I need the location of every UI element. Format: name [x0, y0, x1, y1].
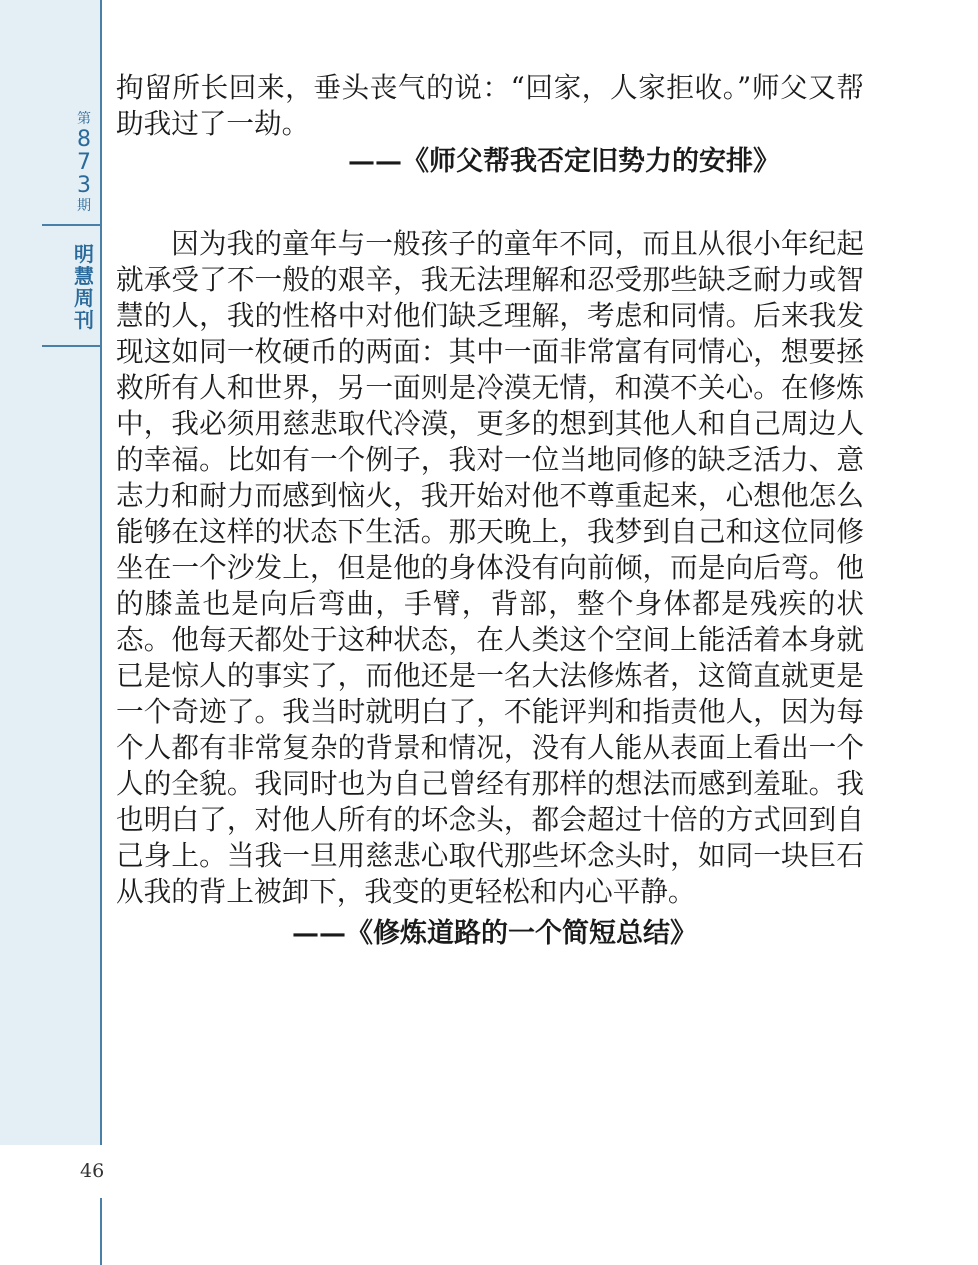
publication-name — [60, 243, 108, 331]
issue-suffix: 期 — [77, 198, 91, 214]
issue-prefix: 第 — [77, 111, 91, 127]
brand-rule — [42, 345, 102, 347]
brand-char: 明 — [74, 242, 94, 266]
page-number: 46 — [80, 1160, 105, 1182]
sidebar-divider-bottom — [100, 1198, 102, 1265]
issue-digit: 3 — [77, 173, 91, 198]
issue-rule — [42, 224, 102, 226]
issue-digit: 7 — [77, 150, 91, 175]
paragraph-gap — [116, 180, 864, 226]
issue-number — [60, 110, 108, 215]
brand-char: 慧 — [74, 264, 94, 288]
brand-char: 刊 — [74, 308, 94, 332]
brand-char: 周 — [74, 286, 94, 310]
paragraph: 因为我的童年与一般孩子的童年不同，而且从很小年纪起就承受了不一般的艰辛，我无法理解和忍受那些缺乏耐力或智慧的人，我的性格中对他们缺乏理解，考虑和同情。后来我发现这如同一枚硬币的两面：其中一面非常富有同情心，想要拯救所有人和世界，另一面则是冷漠无情，和漠不关心。在修炼中，我必须用慈悲取代冷漠，更多的想到其他人和自己周边人的幸福。比如有一个例子，我对一位当地同修的缺乏活力、意志力和耐力而感到恼火，我开始对他不尊重起来，心想他怎么能够在这样的状态下生活。那天晚上，我梦到自己和这位同修坐在一个沙发上，但是他的身体没有向前倾，而是向后弯。他的膝盖也是向后弯曲，手臂，背部，整个身体都是残疾的状态。他每天都处于这种状态，在人类这个空间上能活着本身就已是惊人的事实了，而他还是一名大法修炼者，这简直就更是一个奇迹了。我当时就明白了，不能评判和指责他人，因为每个人都有非常复杂的背景和情况，没有人能从表面上看出一个人的全貌。我同时也为自己曾经有那样的想法而感到羞耻。我也明白了，对他人所有的坏念头，都会超过十倍的方式回到自己身上。当我一旦用慈悲心取代那些坏念头时，如同一块巨石从我的背上被卸下，我变的更轻松和内心平静。 — [116, 227, 864, 908]
article-body — [116, 70, 864, 952]
source-citation: ——《修炼道路的一个简短总结》 — [292, 918, 697, 949]
issue-digit: 8 — [77, 127, 91, 152]
paragraph: 拘留所长回来，垂头丧气的说：“回家，人家拒收。”师父又帮助我过了一劫。 — [116, 71, 864, 140]
source-citation: ——《师父帮我否定旧势力的安排》 — [348, 146, 780, 177]
